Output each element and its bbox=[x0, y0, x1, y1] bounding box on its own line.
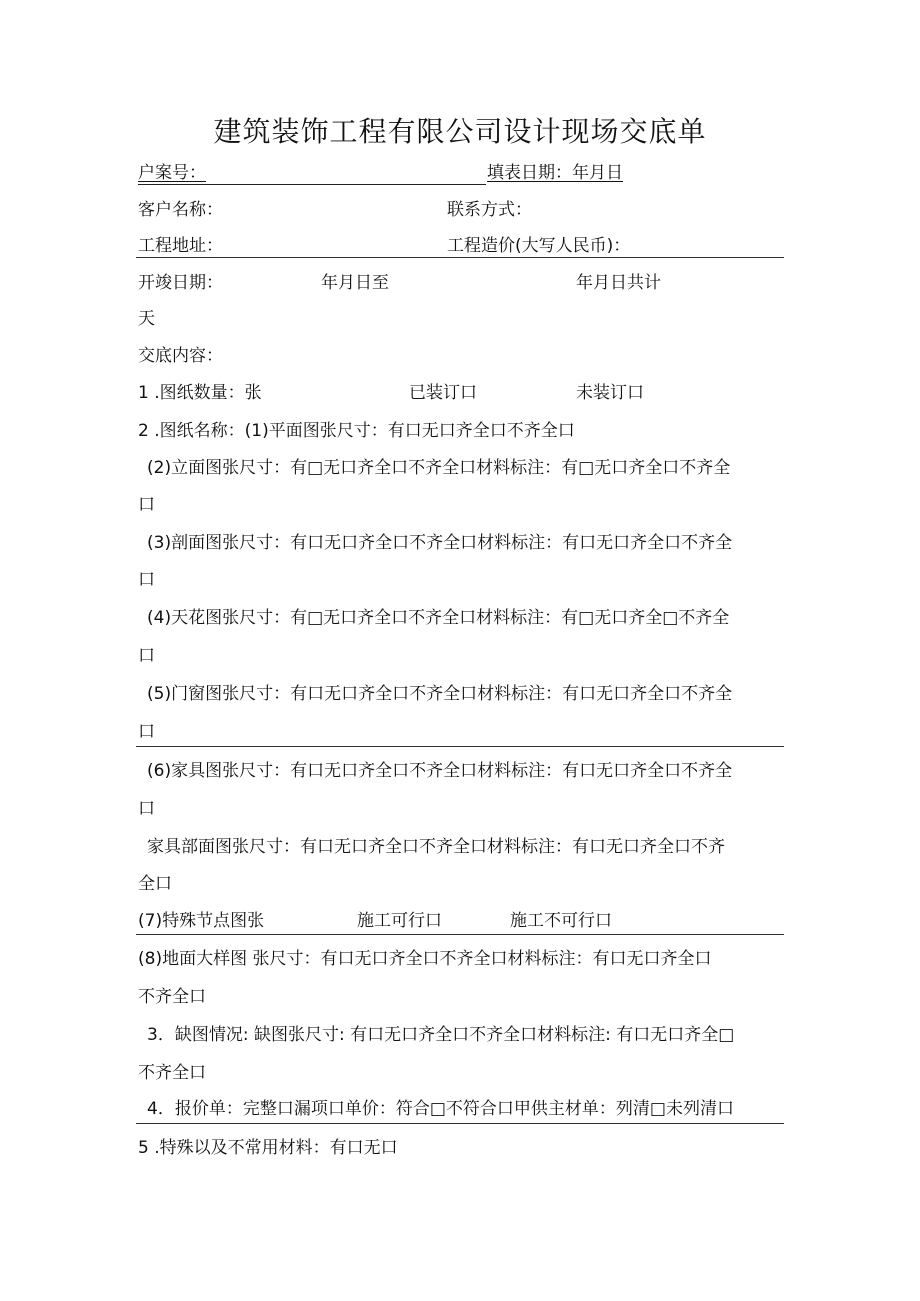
elevation-line-cont: 口 bbox=[138, 495, 155, 515]
special-nodes: (7)特殊节点图张 bbox=[138, 911, 265, 931]
elevation-line: (2)立面图张尺寸：有□无口齐全口不齐全口材料标注：有□无口齐全口不齐全 bbox=[147, 458, 731, 478]
furniture-line: (6)家具图张尺寸：有口无口齐全口不齐全口材料标注：有口无口齐全口不齐全 bbox=[147, 761, 733, 781]
case-number-underline bbox=[138, 162, 486, 185]
furniture-section-line: 家具部面图张尺寸：有口无口齐全口不齐全口材料标注：有口无口齐全口不齐 bbox=[147, 837, 725, 857]
content-label: 交底内容： bbox=[138, 346, 223, 366]
drawings-count: 1 .图纸数量：张 bbox=[138, 383, 262, 403]
ceiling-line: (4)天花图张尺寸：有□无口齐全口不齐全口材料标注：有□无口齐全□不齐全 bbox=[147, 608, 730, 628]
drawings-unbound: 未装订口 bbox=[576, 383, 644, 403]
section-line-cont: 口 bbox=[138, 570, 155, 590]
doors-windows-line-cont: 口 bbox=[138, 722, 155, 742]
divider-line bbox=[136, 746, 784, 747]
divider-line bbox=[136, 257, 784, 258]
schedule-from: 年月日至 bbox=[321, 273, 389, 293]
case-number-label: 户案号： bbox=[138, 163, 206, 183]
missing-drawings-line-cont: 不齐全口 bbox=[138, 1063, 206, 1083]
quotation-line: 4．报价单：完整口漏项口单价：符合□不符合口甲供主材单：列清□未列清口 bbox=[147, 1099, 734, 1119]
schedule-label: 开竣日期： bbox=[138, 273, 223, 293]
ceiling-line-cont: 口 bbox=[138, 646, 155, 666]
floor-detail-line-cont: 不齐全口 bbox=[138, 987, 206, 1007]
floor-detail-line: (8)地面大样图 张尺寸：有口无口齐全口不齐全口材料标注：有口无口齐全口 bbox=[138, 949, 712, 969]
client-name-label: 客户名称： bbox=[138, 200, 223, 220]
schedule-to: 年月日共计 bbox=[576, 273, 661, 293]
furniture-section-line-cont: 全口 bbox=[138, 874, 172, 894]
special-materials-line: 5 .特殊以及不常用材料：有口无口 bbox=[138, 1138, 398, 1158]
drawings-bound: 已装订口 bbox=[409, 383, 477, 403]
divider-line bbox=[136, 934, 784, 935]
furniture-line-cont: 口 bbox=[138, 799, 155, 819]
divider-line bbox=[136, 1123, 784, 1124]
form-title: 建筑装饰工程有限公司设计现场交底单 bbox=[213, 115, 707, 148]
section-line: (3)剖面图张尺寸：有口无口齐全口不齐全口材料标注：有口无口齐全口不齐全 bbox=[147, 533, 733, 553]
project-address-label: 工程地址： bbox=[138, 236, 223, 256]
project-cost-label: 工程造价(大写人民币)： bbox=[447, 236, 631, 256]
doors-windows-line: (5)门窗图张尺寸：有口无口齐全口不齐全口材料标注：有口无口齐全口不齐全 bbox=[147, 684, 733, 704]
drawings-name-plan: 2 .图纸名称：(1)平面图张尺寸：有口无口齐全口不齐全口 bbox=[138, 421, 575, 441]
special-nodes-infeasible: 施工不可行口 bbox=[510, 911, 612, 931]
contact-label: 联系方式： bbox=[447, 200, 532, 220]
schedule-days: 天 bbox=[138, 309, 155, 329]
special-nodes-feasible: 施工可行口 bbox=[357, 911, 442, 931]
fill-date-label: 填表日期：年月日 bbox=[487, 163, 623, 183]
missing-drawings-line: 3．缺图情况: 缺图张尺寸: 有口无口齐全口不齐全口材料标注: 有口无口齐全□ bbox=[147, 1025, 735, 1045]
